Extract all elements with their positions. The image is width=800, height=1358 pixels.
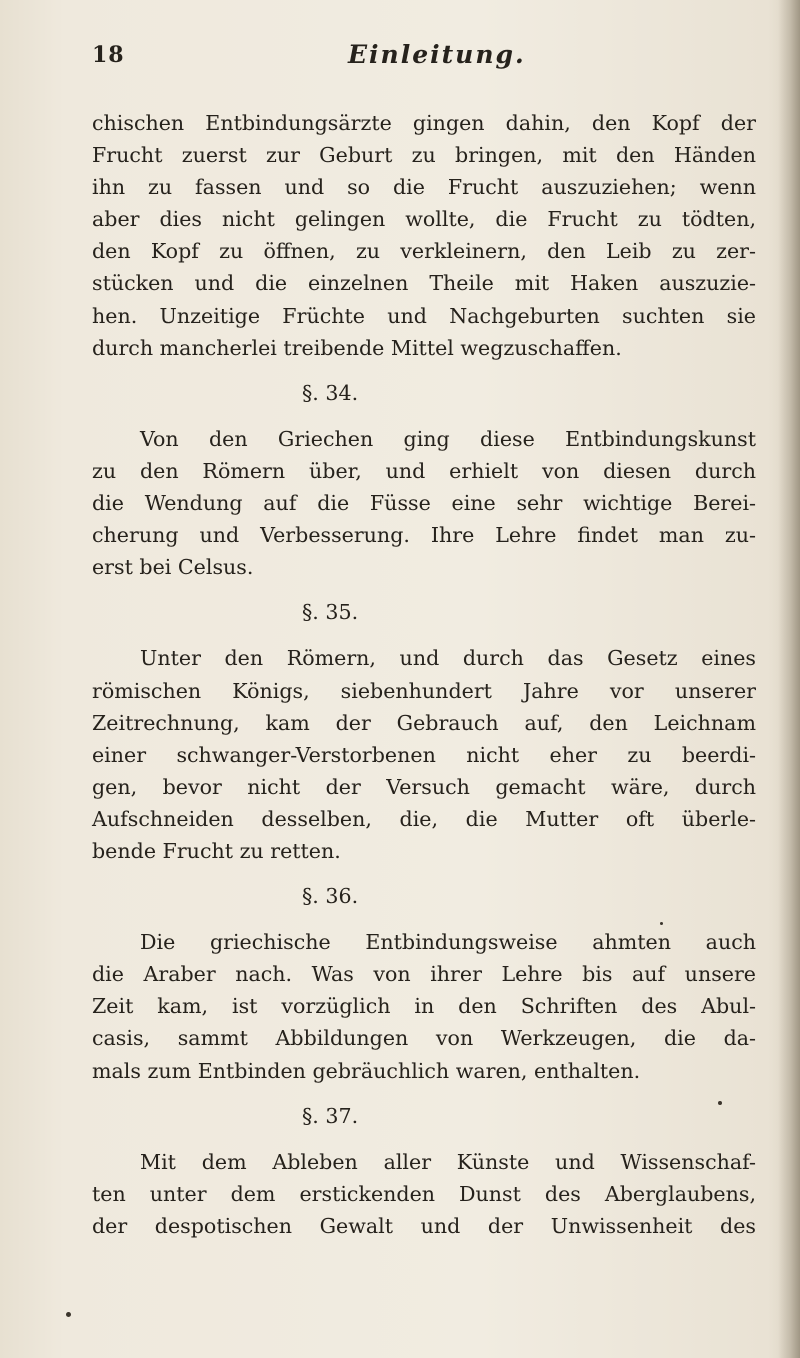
section-34 — [92, 377, 756, 584]
text-line: cherung und Verbesserung. Ihre Lehre findet man zu- — [92, 523, 756, 548]
text-line: chischen Entbindungsärzte gingen dahin, den Kopf der — [92, 111, 756, 135]
text-line: ten unter dem erstickenden Dunst des Aberglaubens, — [92, 1181, 756, 1206]
text-line: ihn zu fassen und so die Frucht auszuziehen; wenn — [92, 175, 756, 200]
text-line: mals zum Entbinden gebräuchlich waren, enthalten. — [92, 1058, 641, 1083]
section-heading: §. 34. — [302, 380, 359, 405]
text-line: durch mancherlei treibende Mittel wegzuschaffen. — [92, 335, 622, 360]
section-heading: §. 37. — [302, 1103, 359, 1128]
body-text — [92, 107, 756, 1242]
text-line: Von den Griechen ging diese Entbindungskunst — [140, 426, 756, 451]
text-line: Zeit kam, ist vorzüglich in den Schriften des Abul- — [92, 994, 756, 1019]
ink-speck — [718, 1101, 722, 1105]
section-heading: §. 36. — [302, 884, 359, 909]
text-line: aber dies nicht gelingen wollte, die Frucht zu tödten, — [92, 207, 756, 232]
text-line: stücken und die einzelnen Theile mit Haken auszuzie- — [92, 271, 756, 296]
text-line: römischen Königs, siebenhundert Jahre vor unserer — [92, 678, 756, 703]
text-line: die Araber nach. Was von ihrer Lehre bis auf unsere — [92, 962, 756, 987]
page-edge-shadow — [778, 0, 800, 1358]
text-line: Frucht zuerst zur Geburt zu bringen, mit den Händen — [92, 143, 756, 168]
ink-speck — [660, 922, 663, 925]
text-line: einer schwanger-Verstorbenen nicht eher zu beerdi- — [92, 742, 756, 767]
text-line: Zeitrechnung, kam der Gebrauch auf, den Leichnam — [92, 710, 756, 735]
text-line: Unter den Römern, und durch das Gesetz eines — [140, 646, 756, 671]
section-36 — [92, 880, 756, 1087]
section-heading: §. 35. — [302, 600, 359, 625]
text-line: hen. Unzeitige Früchte und Nachgeburten suchten sie — [92, 303, 756, 328]
text-line: Die griechische Entbindungsweise ahmten auch — [140, 930, 756, 955]
text-line: die Wendung auf die Füsse eine sehr wichtige Berei- — [92, 491, 756, 516]
running-head: Einleitung. — [348, 40, 526, 69]
text-line: Aufschneiden desselben, die, die Mutter oft überle- — [92, 806, 756, 831]
text-line: zu den Römern über, und erhielt von diesen durch — [92, 458, 756, 483]
text-line: Mit dem Ableben aller Künste und Wissenschaf- — [140, 1149, 756, 1174]
text-line: der despotischen Gewalt und der Unwissenheit des — [92, 1213, 756, 1238]
text-line: bende Frucht zu retten. — [92, 838, 341, 863]
section-37 — [92, 1100, 756, 1242]
text-line: erst bei Celsus. — [92, 555, 254, 580]
ink-speck — [66, 1312, 71, 1317]
text-line: den Kopf zu öffnen, zu verkleinern, den Leib zu zer- — [92, 239, 756, 264]
page-number: 18 — [92, 42, 125, 68]
text-line: gen, bevor nicht der Versuch gemacht wäre, durch — [92, 774, 756, 799]
paragraph-continued — [92, 107, 756, 364]
text-line: casis, sammt Abbildungen von Werkzeugen, die da- — [92, 1026, 756, 1051]
section-35 — [92, 596, 756, 867]
